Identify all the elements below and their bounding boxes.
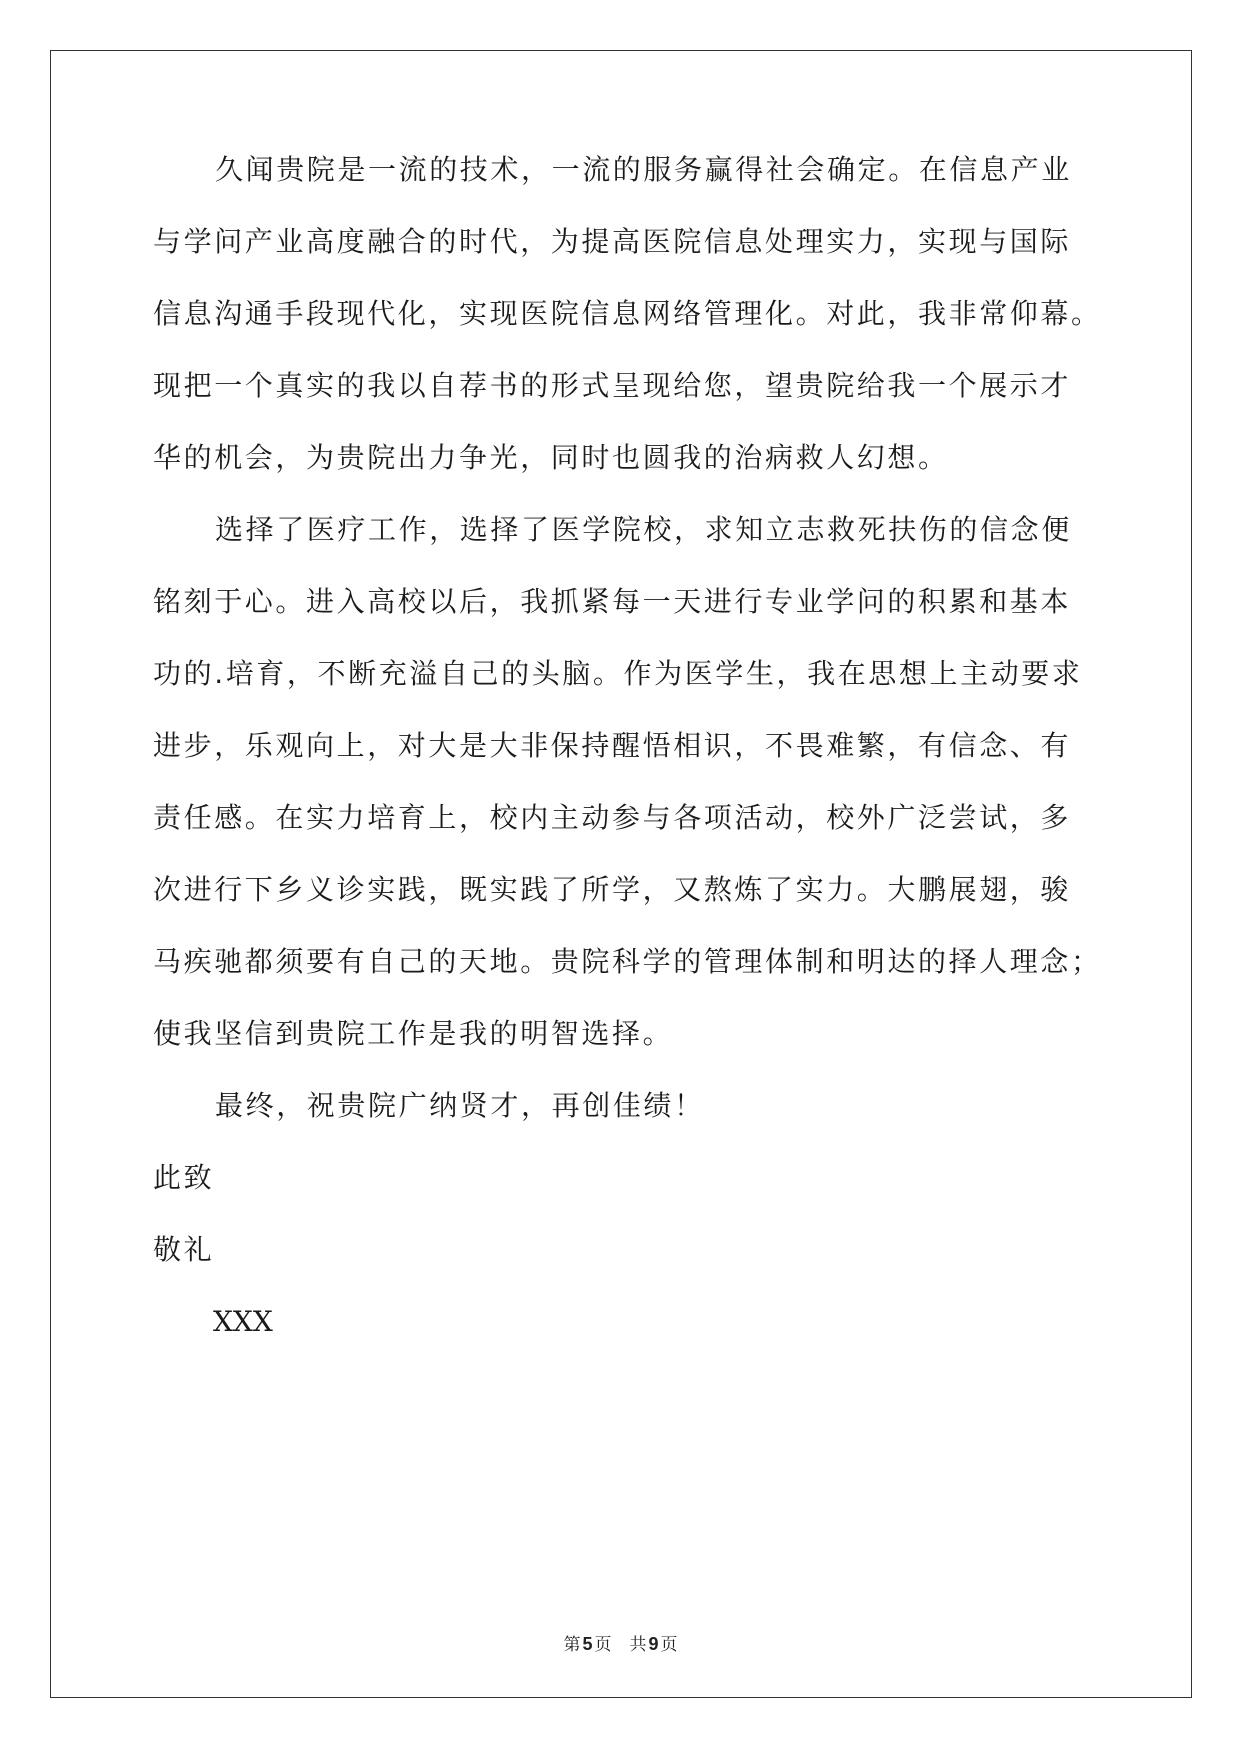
paragraph-2-line-4: 进步，乐观向上，对大是大非保持醒悟相识，不畏难繁，有信念、有 xyxy=(153,729,1072,762)
signature: XXX xyxy=(213,1305,273,1338)
paragraph-2-line-3: 功的.培育，不断充溢自己的头脑。作为医学生，我在思想上主动要求 xyxy=(153,657,1083,690)
paragraph-2-line-5: 责任感。在实力培育上，校内主动参与各项活动，校外广泛尝试，多 xyxy=(153,801,1072,834)
footer-prefix: 第 xyxy=(563,1635,581,1655)
salutation: 此致 xyxy=(153,1161,215,1194)
paragraph-2-line-8: 使我坚信到贵院工作是我的明智选择。 xyxy=(153,1017,674,1050)
paragraph-2-line-7: 马疾驰都须要有自己的天地。贵院科学的管理体制和明达的择人理念； xyxy=(153,945,1102,978)
footer-total-unit: 页 xyxy=(660,1635,678,1655)
paragraph-1-line-5: 华的机会，为贵院出力争光，同时也圆我的治病救人幻想。 xyxy=(153,441,949,474)
paragraph-1-line-4: 现把一个真实的我以自荐书的形式呈现给您，望贵院给我一个展示才 xyxy=(153,369,1072,402)
paragraph-2-line-6: 次进行下乡义诊实践，既实践了所学，又熬炼了实力。大鹏展翅，骏 xyxy=(153,873,1072,906)
footer-page-unit: 页 xyxy=(594,1635,612,1655)
regards: 敬礼 xyxy=(153,1233,215,1266)
paragraph-1-line-1: 久闻贵院是一流的技术，一流的服务赢得社会确定。在信息产业 xyxy=(215,153,1072,186)
page-footer xyxy=(0,1632,1241,1657)
paragraph-3: 最终，祝贵院广纳贤才，再创佳绩！ xyxy=(215,1089,705,1122)
paragraph-2-line-1: 选择了医疗工作，选择了医学院校，求知立志救死扶伤的信念便 xyxy=(215,513,1072,546)
paragraph-2-line-2: 铭刻于心。进入高校以后，我抓紧每一天进行专业学问的积累和基本 xyxy=(153,585,1072,618)
paragraph-1-line-2: 与学问产业高度融合的时代，为提高医院信息处理实力，实现与国际 xyxy=(153,225,1072,258)
paragraph-1-line-3: 信息沟通手段现代化，实现医院信息网络管理化。对此，我非常仰幕。 xyxy=(153,297,1102,330)
footer-total-prefix: 共 xyxy=(629,1635,647,1655)
footer-total-pages: 9 xyxy=(648,1634,659,1654)
footer-current-page: 5 xyxy=(582,1634,593,1654)
